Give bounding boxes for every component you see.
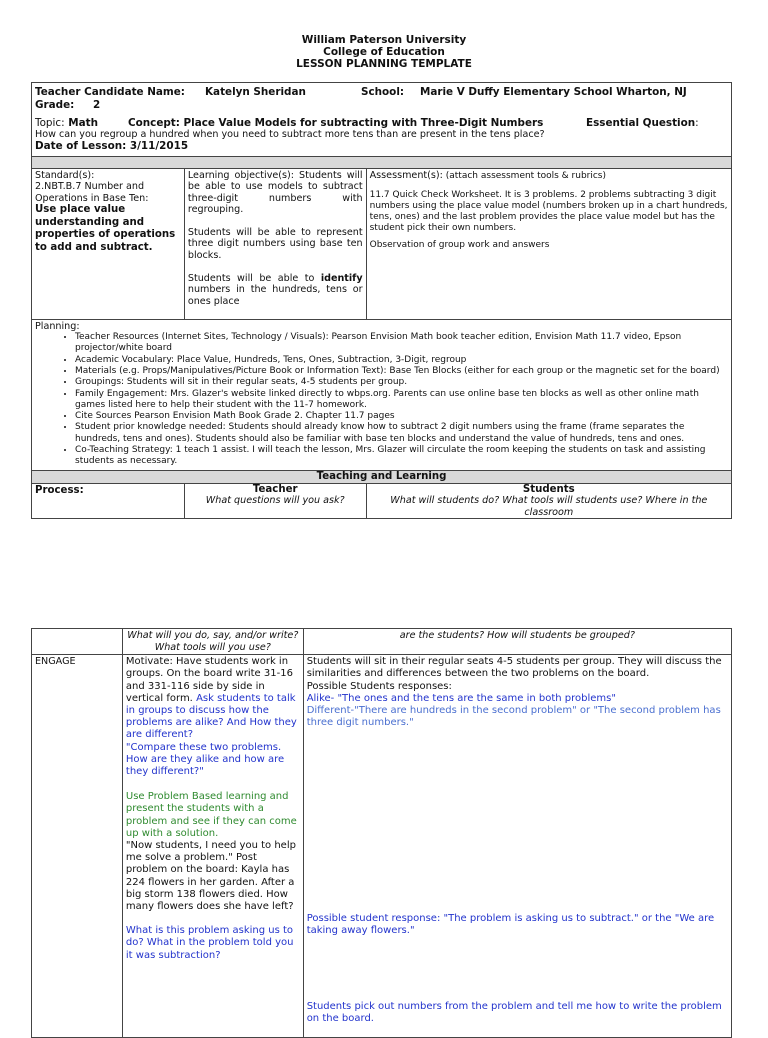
planning-item: • Student prior knowledge needed: Students should already know how to subtract 2 digit numbers using the frame (frame separates the hundreds, tens and ones). Students should also be familiar with base ten blocks and understand the value of hundreds, tens and ones. [75, 422, 728, 445]
compare-text: "Compare these two problems. How are they alike and how are they different?" [125, 741, 285, 778]
students-header-cell [366, 483, 731, 519]
lesson-date: Date of Lesson: 3/11/2015 [35, 140, 189, 152]
problem-based-text: Use Problem Based learning and present the students with a problem and see if they can come up with a solution. [125, 791, 297, 839]
objectives-cell [184, 168, 366, 319]
process-label: Process: [32, 483, 185, 519]
teacher-heading: Teacher [252, 483, 298, 495]
university-name: William Paterson University [301, 34, 467, 46]
engage-label: ENGAGE [32, 655, 123, 1038]
motivate-text: Motivate: Have students work in groups. On the board write 31-16 and 331-116 side by side in vertical form. [125, 656, 293, 704]
topic-value: Math [68, 117, 98, 129]
engage-teacher-cell [122, 655, 303, 1038]
standards-code: 2.NBT.B.7 Number and Operations in Base Ten: [35, 181, 149, 204]
planning-item: • Groupings: Students will sit in their regular seats, 4-5 students per group. [75, 377, 728, 388]
teaching-table-continued [31, 628, 732, 1038]
topic-label: Topic: [35, 117, 65, 129]
info-row [32, 83, 732, 157]
college-name: College of Education [323, 46, 445, 58]
subtract-response: Possible student response: "The problem is asking us to subtract." or the "We are taking away flowers." [306, 913, 715, 937]
process-header-row [32, 483, 732, 519]
teacher-question: What questions will you ask? [205, 495, 345, 507]
assessment-observation: Observation of group work and answers [369, 239, 550, 250]
planning-item: • Academic Vocabulary: Place Value, Hundreds, Tens, Ones, Subtraction, 3-Digit, regroup [75, 355, 728, 366]
planning-label: Planning: [35, 320, 80, 332]
planning-list [35, 332, 728, 468]
alike-response: Alike- "The ones and the tens are the same in both problems" [306, 692, 616, 704]
assessment-cell [366, 168, 731, 319]
questions-continued-row [32, 629, 732, 655]
objective-3: Students will be able to identify numbers in the hundreds, tens or ones place [187, 272, 363, 307]
planning-item: • Materials (e.g. Props/Manipulatives/Picture Book or Information Text): Base Ten Blocks (either for each group or the magnetic set for the board) [75, 366, 728, 377]
objectives-row [32, 168, 732, 319]
grey-divider [32, 156, 732, 168]
assessment-note: (attach assessment tools & rubrics) [445, 170, 607, 181]
candidate-name: Katelyn Sheridan [205, 86, 306, 98]
engage-row [32, 655, 732, 1038]
engage-students-cell [303, 655, 731, 1038]
essential-question: How can you regroup a hundred when you need to subtract more tens than are present in the tens place? [35, 129, 545, 140]
standards-text: Use place value understanding and properties of operations to add and subtract. [35, 204, 176, 253]
standards-cell [32, 168, 185, 319]
asking-question-text: What is this problem asking us to do? What in the problem told you it was subtraction? [125, 925, 294, 961]
school-label: School: [361, 86, 405, 98]
essential-question-label: Essential Question [586, 117, 696, 129]
possible-responses-label: Possible Students responses: [306, 680, 452, 692]
objective-1: Learning objective(s): Students will be able to use models to subtract three-digit numbers with regrouping. [187, 169, 363, 216]
assessment-label: Assessment(s): [369, 169, 443, 181]
assessment-text: 11.7 Quick Check Worksheet. It is 3 problems. 2 problems subtracting 3 digit numbers using the place value model (numbers broken up in a chart hundreds, tens, ones) and the last problem provides the place value model but has the student pick their own numbers. [369, 189, 728, 233]
school-name: Marie V Duffy Elementary School Wharton, NJ [420, 86, 687, 98]
teaching-learning-title: Teaching and Learning [32, 470, 732, 483]
different-response: Different-"There are hundreds in the second problem" or "The second problem has three digit numbers." [306, 705, 721, 729]
ask-students-text: Ask students to talk in groups to discuss how the problems are alike? And How they are different? [125, 692, 297, 741]
planning-cell [32, 319, 732, 470]
template-title: LESSON PLANNING TEMPLATE [296, 58, 472, 70]
page-header [0, 34, 768, 70]
planning-item: • Cite Sources Pearson Envision Math Book Grade 2. Chapter 11.7 pages [75, 411, 728, 422]
candidate-label: Teacher Candidate Name: [35, 86, 185, 98]
students-question: What will students do? What tools will students use? Where in the classroom [390, 495, 708, 518]
grade-label: Grade: [35, 99, 75, 111]
objective-2: Students will be able to represent three digit numbers using base ten blocks. [187, 226, 363, 262]
planning-item: • Co-Teaching Strategy: 1 teach 1 assist. I will teach the lesson, Mrs. Glazer will circulate the room keeping the students on task and assisting students as necessary. [75, 445, 728, 468]
students-heading: Students [522, 483, 575, 495]
students-question-continued: are the students? How will students be grouped? [303, 629, 731, 655]
planning-item: • Teacher Resources (Internet Sites, Technology / Visuals): Pearson Envision Math book teacher edition, Envision Math 11.7 video, Epson projector/white board [75, 332, 728, 355]
standards-label: Standard(s): [35, 169, 95, 181]
planning-row [32, 319, 732, 470]
lesson-plan-table [31, 82, 732, 519]
planning-item: • Family Engagement: Mrs. Glazer's website linked directly to wbps.org. Parents can use online base ten blocks as well as other online math games listed here to help their student with the 11-7 homework. [75, 389, 728, 412]
students-seating-text: Students will sit in their regular seats 4-5 students per group. They will discuss the similarities and differences between the two problems on the board. [306, 656, 722, 680]
teacher-header-cell [184, 483, 366, 519]
grade-value: 2 [93, 99, 101, 111]
teacher-question-continued: What will you do, say, and/or write? What tools will you use? [122, 629, 303, 655]
info-cell: Teacher Candidate Name: Katelyn Sheridan School: Marie V Duffy Elementary School Wharton, NJ Grade: 2 Topic: Math Concept: Place Value Models for subtracting with Three-Digit Numbers Essential Question: How can you regroup a hundred when you need to subtract more tens than are present in the tens place? Date of Lesson: 3/11/2015 [32, 83, 732, 157]
numbers-response: Students pick out numbers from the problem and tell me how to write the problem on the board. [306, 1001, 722, 1025]
concept: Concept: Place Value Models for subtracting with Three-Digit Numbers [128, 117, 544, 129]
flowers-problem-text: "Now students, I need you to help me solve a problem." Post problem on the board: Kayla has 224 flowers in her garden. After a big storm 138 flowers died. How many flowers does she have left? [125, 840, 296, 913]
